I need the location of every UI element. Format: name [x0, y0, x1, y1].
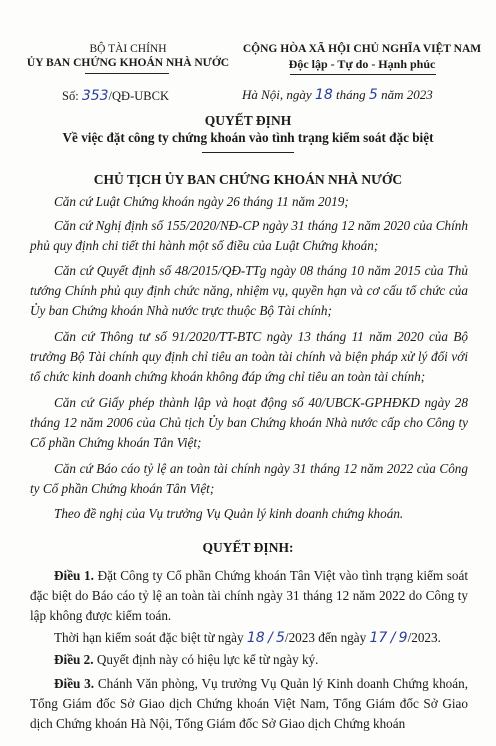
article-2-text: Quyết định này có hiệu lực kể từ ngày ký. [96, 652, 319, 667]
date-year: năm 2023 [381, 87, 433, 102]
to-month-handwritten: 9 [398, 630, 408, 646]
decision-heading: QUYẾT ĐỊNH: [202, 540, 294, 555]
agency-underline [85, 73, 169, 74]
subject-underline [202, 152, 294, 153]
from-separator: / [267, 630, 273, 646]
number-prefix: Số: [62, 89, 79, 103]
from-month-handwritten: 5 [275, 630, 285, 646]
date-month-handwritten: 5 [368, 87, 378, 103]
preamble-item-3 [30, 261, 468, 321]
from-day-handwritten: 18 [246, 630, 265, 646]
document-title: QUYẾT ĐỊNH [204, 113, 292, 128]
motto: Độc lập - Tự do - Hạnh phúc [288, 57, 436, 71]
article-3-label: Điều 3. [54, 676, 95, 691]
issue-date [242, 87, 433, 103]
preamble-item-5 [30, 393, 468, 453]
preamble-text: Theo đề nghị của Vụ trưởng Vụ Quản lý kinh doanh chứng khoán. [54, 506, 404, 521]
document-subject: Về việc đặt công ty chứng khoán vào tình trạng kiểm soát đặc biệt [62, 130, 434, 145]
preamble-text: Căn cứ Giấy phép thành lập và hoạt động số 40/UBCK-GPHĐKD ngày 28 tháng 12 năm 2006 của Chủ tịch Ủy ban Chứng khoán Nhà nước cấp cho Công ty Cổ phần Chứng khoán Tân Việt; [30, 395, 468, 450]
ministry-name: BỘ TÀI CHÍNH [89, 43, 167, 55]
article-1 [30, 566, 468, 626]
date-prefix: Hà Nội, ngày [242, 87, 312, 102]
preamble-item-1 [30, 192, 468, 212]
article-3-text: Chánh Văn phòng, Vụ trưởng Vụ Quản lý Kinh doanh Chứng khoán, Tổng Giám đốc Sở Giao dịch Chứng khoán Việt Nam, Tổng Giám đốc Sở Giao dịch Chứng khoán Hà Nội, Tổng Giám đốc Sở Giao dịch Chứng khoán [30, 676, 468, 731]
article-3 [30, 674, 468, 740]
date-day-handwritten: 18 [314, 87, 333, 103]
to-day-handwritten: 17 [369, 630, 388, 646]
preamble-item-6 [30, 459, 468, 499]
date-month-label: tháng [336, 87, 366, 102]
number-handwritten: 353 [81, 88, 109, 104]
article-2 [54, 652, 318, 668]
article-1-text: Đặt Công ty Cổ phần Chứng khoán Tân Việt vào tình trạng kiểm soát đặc biệt do Báo cáo tỷ lệ an toàn tài chính ngày 31 tháng 12 năm 2022 do Công ty lập không được kiểm toán. [30, 568, 469, 623]
agency-name: ỦY BAN CHỨNG KHOÁN NHÀ NƯỚC [26, 57, 230, 69]
preamble-text: Căn cứ Nghị định số 155/2020/NĐ-CP ngày 31 tháng 12 năm 2020 của Chính phủ quy định chi tiết thi hành một số điều của Luật Chứng khoán; [30, 218, 468, 253]
article-2-label: Điều 2. [54, 652, 94, 667]
decision-number [62, 88, 169, 104]
control-period [54, 630, 441, 646]
motto-underline [290, 74, 436, 75]
preamble-text: Căn cứ Báo cáo tỷ lệ an toàn tài chính ngày 31 tháng 12 năm 2022 của Công ty Cổ phần Chứng khoán Tân Việt; [30, 461, 468, 496]
issuing-authority: CHỦ TỊCH ỦY BAN CHỨNG KHOÁN NHÀ NƯỚC [93, 172, 403, 187]
country-name: CỘNG HÒA XÃ HỘI CHỦ NGHĨA VIỆT NAM [242, 43, 482, 55]
to-year-suffix: /2023. [407, 630, 441, 645]
article-1-label: Điều 1. [54, 568, 94, 583]
number-suffix: /QĐ-UBCK [108, 89, 169, 103]
preamble-item-2 [30, 216, 468, 256]
preamble-text: Căn cứ Luật Chứng khoán ngày 26 tháng 11 năm 2019; [54, 194, 349, 209]
preamble-text: Căn cứ Thông tư số 91/2020/TT-BTC ngày 13 tháng 11 năm 2020 của Bộ trưởng Bộ Tài chính quy định chỉ tiêu an toàn tài chính và biện pháp xử lý đối với tổ chức kinh doanh chứng khoán không đáp ứng chỉ tiêu an toàn tài chính; [30, 329, 468, 384]
preamble-text: Căn cứ Quyết định số 48/2015/QĐ-TTg ngày 08 tháng 10 năm 2015 của Thủ tướng Chính phủ quy định chức năng, nhiệm vụ, quyền hạn và cơ cấu tổ chức của Ủy ban Chứng khoán Nhà nước trực thuộc Bộ Tài chính; [30, 263, 468, 318]
from-year-suffix: /2023 đến ngày [284, 630, 367, 645]
preamble-item-7 [30, 504, 468, 524]
period-prefix: Thời hạn kiểm soát đặc biệt từ ngày [54, 630, 244, 645]
to-separator: / [390, 630, 396, 646]
preamble-item-4 [30, 327, 468, 387]
